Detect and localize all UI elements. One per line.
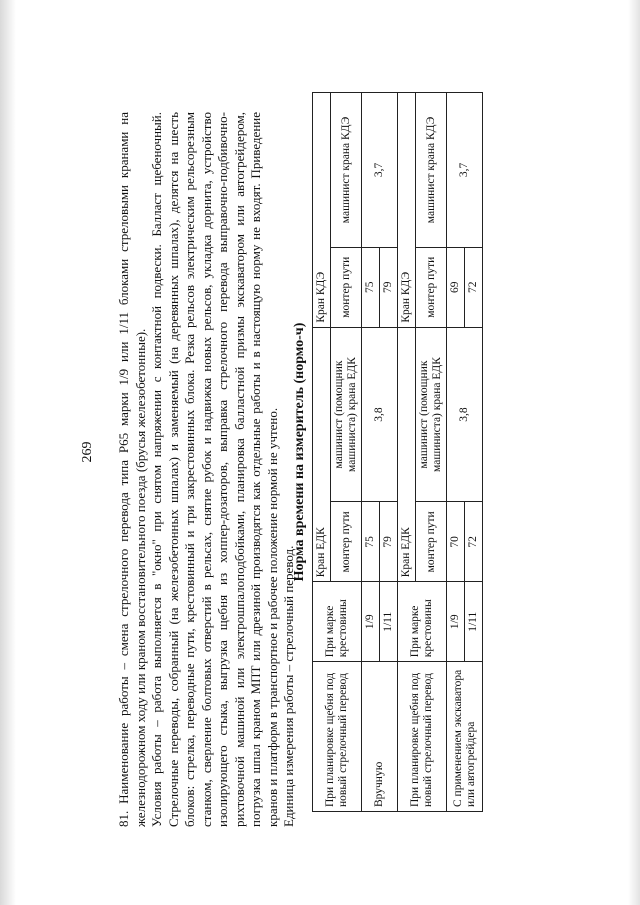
scan-edge-left (0, 0, 16, 905)
value-cell: 79 (380, 247, 398, 327)
row2-col-montyor-kde: монтер пути (416, 247, 447, 327)
mark-cell: 1/11 (465, 582, 483, 662)
mark-cell: 1/9 (362, 582, 380, 662)
row2-left: При планировке щебня под новый стрелочный перевод (398, 662, 447, 812)
mark-cell: 1/11 (380, 582, 398, 662)
col-montyor-kde: монтер пути (331, 247, 362, 327)
header-crane-edk: Кран ЕДК (313, 327, 331, 582)
row2-col-mash-edk: машинист (помощник машиниста) крана ЕДК (416, 327, 447, 502)
value-cell: 79 (380, 502, 398, 582)
row2-crane-edk: Кран ЕДК (398, 327, 416, 582)
value-cell: 75 (362, 247, 380, 327)
table-title: Норма времени на измеритель (нормо-ч) (292, 322, 307, 582)
table-row (362, 93, 380, 812)
rotated-page (80, 52, 560, 852)
row-manual: Вручную (362, 662, 398, 812)
work-title: 81. Наименование работы – смена стрелочного перевода типа Р65 марки 1/9 или 1/11 блоками стреловыми кранами на железнодорожном ходу или краном восстановительного поезда (брусья железобетонные). (116, 112, 148, 827)
value-cell: 3,8 (447, 327, 483, 502)
row2-col-mash-kde: машинист крана КДЭ (416, 93, 447, 248)
col-montyor: монтер пути (331, 502, 362, 582)
work-conditions: Условия работы – работа выполняется в "окно" при снятом напряжении с контактной подвески. Балласт щебеночный. Стрелочные переводы, собранный (на железобетонных шпалах) и заменяемый (на деревянных шпалах), делятся на шесть блоков: стрелка, переводные пути, крестовинный и три закрестовинных блока. Резка рельсов электрическим рельсорезным станком, сверление болтовых отверстий в рельсах, снятие рубок и надвижка новых рельсов, укладка дорнита, устройство изолирующего стыка, выгрузка щебня из хоппер-дозаторов, выправка стрелочного перевода выправочно-подбивочно-рихтовочной машиной или электрошпалоподбойками, планировка балластной призмы экскаватором или автогрейдером, погрузка шпал краном МПТ или дрезиной производятся как отдельные работы и в настоящую норму не входят. Приведение кранов и платформ в транспортное и рабочее положение нормой не учтено. (149, 112, 280, 827)
header-mark: При марке крестовины (313, 582, 362, 662)
row2-mark: При марке крестовины (398, 582, 447, 662)
scan-edge-right (628, 0, 640, 905)
table-row (398, 93, 416, 812)
value-cell: 3,7 (447, 93, 483, 248)
value-cell: 72 (465, 502, 483, 582)
table-row (447, 93, 465, 812)
mark-cell: 1/9 (447, 582, 465, 662)
header-crane-kde: Кран КДЭ (313, 93, 331, 328)
work-unit: Единица измерения работы – стрелочный перевод. (281, 545, 296, 827)
value-cell: 69 (447, 247, 465, 327)
work-description (116, 112, 298, 827)
value-cell: 3,8 (362, 327, 398, 502)
col-mash-edk: машинист (помощник машиниста) крана ЕДК (331, 327, 362, 502)
table-row (313, 93, 331, 812)
row2-crane-kde: Кран КДЭ (398, 93, 416, 328)
value-cell: 72 (465, 247, 483, 327)
norms-table (312, 92, 483, 812)
value-cell: 70 (447, 502, 465, 582)
page-number: 269 (80, 441, 95, 463)
value-cell: 75 (362, 502, 380, 582)
value-cell: 3,7 (362, 93, 398, 248)
row-excavator: С применением экскаватора или автогрейдера (447, 662, 483, 812)
row2-col-montyor: монтер пути (416, 502, 447, 582)
col-mash-kde: машинист крана КДЭ (331, 93, 362, 248)
header-left: При планировке щебня под новый стрелочный перевод (313, 662, 362, 812)
